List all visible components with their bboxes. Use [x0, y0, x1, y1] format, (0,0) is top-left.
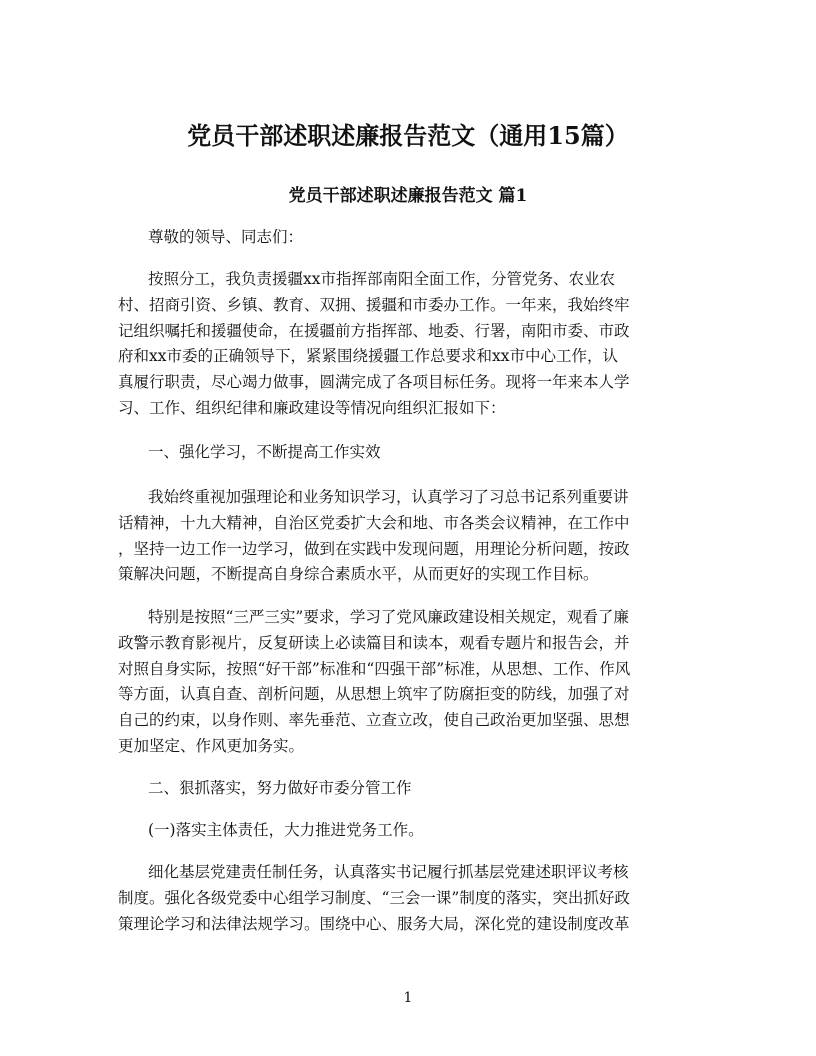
text-line: ，坚持一边工作一边学习，做到在实践中发现问题，用理论分析问题，按政 — [118, 539, 630, 558]
text-line: 话精神，十九大精神，自治区党委扩大会和地、市各类会议精神，在工作中 — [118, 513, 630, 532]
text-line: 制度。强化各级党委中心组学习制度、“三会一课”制度的落实，突出抓好政 — [118, 888, 630, 907]
text-line: 自己的约束，以身作则、率先垂范、立查立改，使自己政治更加坚强、思想 — [118, 711, 630, 730]
text-line: 更加坚定、作风更加务实。 — [118, 736, 305, 755]
text-line: 村、招商引资、乡镇、教育、双拥、援疆和市委办工作。一年来，我始终牢 — [118, 295, 630, 314]
heading-2: 二、狠抓落实，努力做好市委分管工作 — [148, 779, 412, 797]
page-number: 1 — [403, 990, 413, 1006]
paragraph-1 — [118, 267, 630, 422]
paragraph-2 — [118, 485, 630, 588]
subheading-1: (一)落实主体责任，大力推进党务工作。 — [148, 821, 424, 839]
paragraph-3 — [118, 605, 631, 760]
text-line: 政警示教育影视片，反复研读上必读篇目和读本，观看专题片和报告会，并 — [118, 633, 630, 652]
text-line: 真履行职责，尽心竭力做事，圆满完成了各项目标任务。现将一年来本人学 — [118, 373, 630, 392]
text-line: 特别是按照“三严三实”要求，学习了党风廉政建设相关规定，观看了廉 — [148, 608, 629, 626]
paragraph-4 — [118, 860, 630, 937]
text-line: 记组织嘱托和援疆使命，在援疆前方指挥部、地委、行署，南阳市委、市政 — [118, 321, 630, 340]
section-title: 党员干部述职述廉报告范文 篇1 — [288, 186, 528, 206]
heading-1: 一、强化学习，不断提高工作实效 — [148, 443, 381, 461]
text-line: 策理论学习和法律法规学习。围绕中心、服务大局，深化党的建设制度改革 — [118, 914, 630, 933]
text-line: 习、工作、组织纪律和廉政建设等情况向组织汇报如下： — [118, 398, 506, 417]
text-line: 按照分工，我负责援疆xx市指挥部南阳全面工作，分管党务、农业农 — [148, 270, 615, 288]
text-line: 策解决问题，不断提高自身综合素质水平，从而更好的实现工作目标。 — [118, 565, 599, 584]
text-line: 我始终重视加强理论和业务知识学习，认真学习了习总书记系列重要讲 — [148, 488, 629, 506]
text-line: 等方面，认真自查、剖析问题，从思想上筑牢了防腐拒变的防线，加强了对 — [118, 685, 630, 704]
text-line: 府和xx市委的正确领导下，紧紧围绕援疆工作总要求和xx市中心工作，认 — [118, 347, 618, 366]
text-line: 细化基层党建责任制任务，认真落实书记履行抓基层党建述职评议考核 — [148, 863, 629, 881]
text-line: 对照自身实际，按照“好干部”标准和“四强干部”标准，从思想、工作、作风 — [118, 659, 631, 678]
greeting: 尊敬的领导、同志们： — [148, 228, 304, 246]
document-title: 党员干部述职述廉报告范文（通用15篇） — [187, 121, 629, 150]
